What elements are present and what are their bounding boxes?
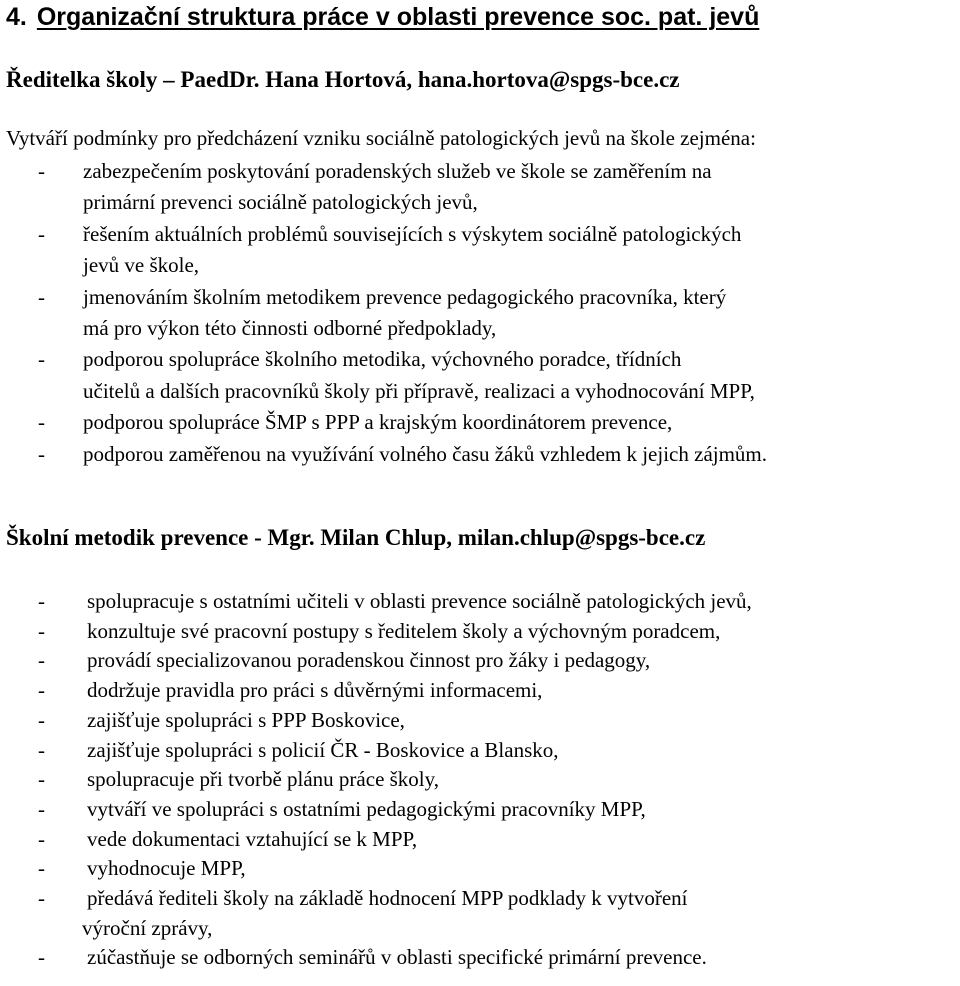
list-item [0, 344, 960, 407]
list-item [0, 439, 960, 470]
list-dash: - [38, 441, 45, 466]
methodist-line: Školní metodik prevence - Mgr. Milan Chlup, milan.chlup@spgs-bce.cz [6, 525, 706, 550]
list-item-text: vyhodnocuje MPP, [87, 856, 246, 881]
list-dash: - [38, 678, 45, 703]
list-item-text: spolupracuje při tvorbě plánu práce školy, [87, 767, 440, 792]
director-line: Ředitelka školy – PaedDr. Hana Hortová, hana.hortova@spgs-bce.cz [6, 67, 680, 92]
list-item [0, 736, 960, 766]
list-dash: - [38, 767, 45, 792]
list-item [0, 156, 960, 219]
list-item-text: zajišťuje spolupráci s policií ČR - Boskovice a Blansko, [87, 737, 559, 762]
list-dash: - [38, 589, 45, 613]
methodist-responsibilities-list [0, 587, 960, 973]
list-item-text: zúčastňuje se odborných seminářů v oblasti specifické primární prevence. [87, 945, 707, 970]
director-intro: Vytváří podmínky pro předcházení vzniku sociálně patologických jevů na škole zejména: [6, 126, 756, 150]
list-item [0, 219, 960, 282]
list-dash: - [38, 707, 45, 732]
list-item [0, 282, 960, 345]
list-dash: - [38, 159, 45, 183]
list-item-text: předává řediteli školy na základě hodnocení MPP podklady k vytvoření [87, 886, 688, 911]
list-item-text: podporou spolupráce ŠMP s PPP a krajským koordinátorem prevence, [83, 410, 673, 435]
list-item [0, 854, 960, 884]
list-dash: - [38, 284, 45, 309]
list-item-text: zabezpečením poskytování poradenských služeb ve škole se zaměřením na [83, 159, 712, 183]
list-item [0, 646, 960, 676]
list-item [0, 943, 960, 973]
list-item [0, 795, 960, 825]
list-item-text: vede dokumentaci vztahující se k MPP, [87, 826, 418, 851]
list-item-text: podporou spolupráce školního metodika, výchovného poradce, třídních [83, 347, 682, 372]
list-item-text: provádí specializovanou poradenskou činnost pro žáky i pedagogy, [87, 648, 651, 673]
list-item-text-continued: jevů ve škole, [83, 253, 200, 278]
list-dash: - [38, 796, 45, 821]
list-item [0, 676, 960, 706]
list-item [0, 617, 960, 647]
list-item-text: podporou zaměřenou na využívání volného času žáků vzhledem k jejich zájmům. [83, 441, 768, 466]
list-item-text: dodržuje pravidla pro práci s důvěrnými informacemi, [87, 678, 543, 703]
list-item-text: jmenováním školním metodikem prevence pedagogického pracovníka, který [83, 284, 727, 309]
list-item-text-continued: učitelů a dalších pracovníků školy při přípravě, realizaci a vyhodnocování MPP, [83, 378, 755, 403]
list-item-text: spolupracuje s ostatními učiteli v oblasti prevence sociálně patologických jevů, [87, 589, 752, 613]
list-dash: - [38, 648, 45, 673]
list-item-text: zajišťuje spolupráci s PPP Boskovice, [87, 707, 405, 732]
list-item [0, 765, 960, 795]
list-dash: - [38, 410, 45, 435]
list-dash: - [38, 886, 45, 911]
list-item [0, 587, 960, 617]
list-item [0, 407, 960, 438]
list-item-text: řešením aktuálních problémů souvisejících s výskytem sociálně patologických [83, 221, 742, 246]
list-item [0, 825, 960, 855]
section-number: 4. [6, 3, 27, 31]
section-heading [6, 2, 759, 32]
list-dash: - [38, 618, 45, 643]
list-item-text: vytváří ve spolupráci s ostatními pedagogickými pracovníky MPP, [87, 796, 646, 821]
list-item-text-continued: primární prevenci sociálně patologických jevů, [83, 190, 478, 215]
list-dash: - [38, 856, 45, 881]
list-item [0, 706, 960, 736]
list-item-text: konzultuje své pracovní postupy s ředitelem školy a výchovným poradcem, [87, 618, 721, 643]
director-responsibilities-list [0, 156, 960, 470]
list-item-text-continued: má pro výkon této činnosti odborné předpoklady, [83, 316, 497, 341]
list-dash: - [38, 221, 45, 246]
list-dash: - [38, 347, 45, 372]
list-item-text-continued: výroční zprávy, [82, 915, 213, 940]
section-title: Organizační struktura práce v oblasti prevence soc. pat. jevů [36, 3, 760, 31]
list-dash: - [38, 945, 45, 970]
list-dash: - [38, 826, 45, 851]
list-dash: - [38, 737, 45, 762]
list-item [0, 884, 960, 943]
